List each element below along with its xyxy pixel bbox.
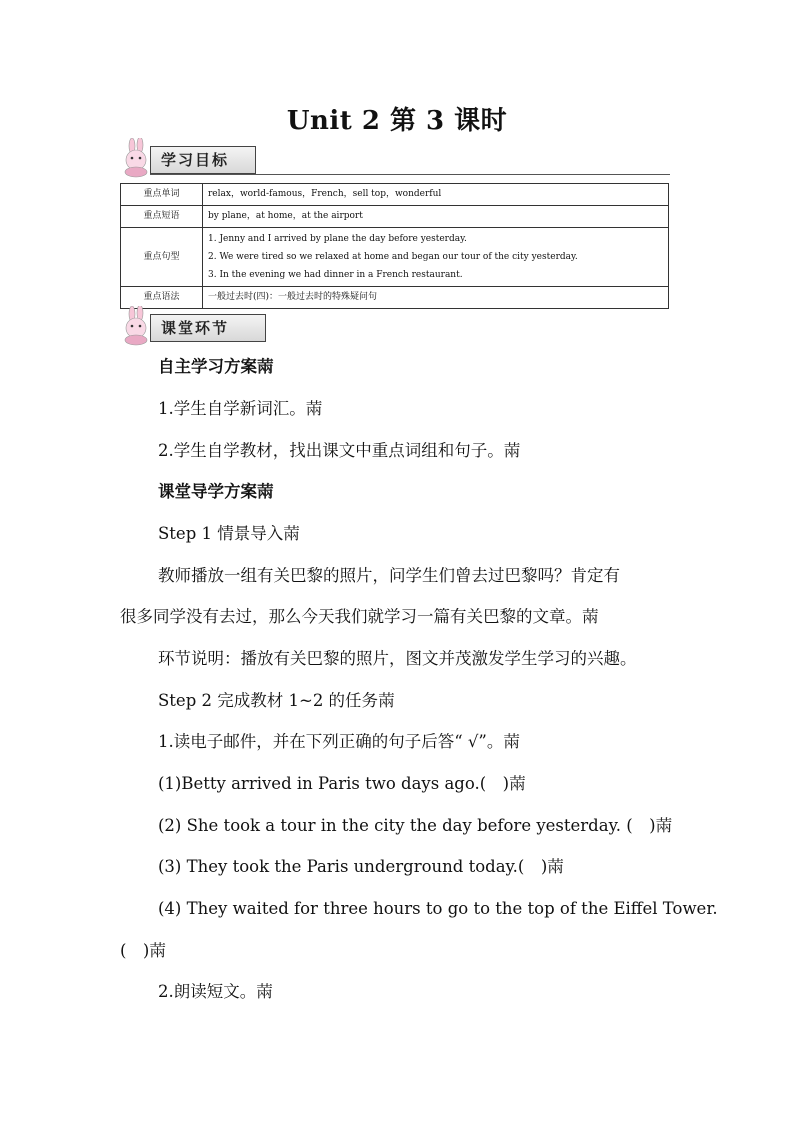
question-3 [120,857,718,877]
row-label: 重点单词 [121,184,203,206]
sentence: 2. We were tired so we relaxed at home and began our tour of the city yesterday. [208,252,578,262]
line-text: 1.学生自学新词汇。 [158,399,306,418]
page-title: Unit 2 第 3 课时 [286,106,508,136]
paragraph-mark: 䓣 [503,732,520,751]
step1-note [120,649,718,669]
self-study-item-1 [120,399,718,419]
row-content: 一般过去时(四)：一般过去时的特殊疑问句 [203,287,669,309]
row-content: relax，world-famous，French，sell top，wonderful [203,184,669,206]
goals-table [120,183,669,309]
paragraph-mark: 䓣 [257,357,274,376]
question-4-line-1 [120,899,718,919]
row-content: by plane，at home，at the airport [203,206,669,228]
line-text: ( ) [120,941,150,960]
line-text: 2.学生自学教材，找出课文中重点词组和句子。 [158,441,504,460]
step1-heading [120,524,718,544]
row-label: 重点句型 [121,228,203,287]
line-text: Step 1 情景导入 [158,524,284,543]
line-text: 2.朗读短文。 [158,982,257,1001]
step2-heading [120,691,718,711]
heading-text: 自主学习方案 [158,357,257,376]
paragraph-mark: 䓣 [547,857,564,876]
line-text: (2) She took a tour in the city the day before yesterday. ( ) [158,816,656,835]
class-guide-heading [120,482,718,502]
line-text: Step 2 完成教材 1~2 的任务 [158,691,379,710]
line-text: (3) They took the Paris underground today.( ) [158,857,548,876]
paragraph-mark: 䓣 [283,524,300,543]
table-row [121,228,669,287]
question-4-line-2 [120,941,680,961]
task2-instruction [120,982,718,1002]
question-2 [120,816,718,836]
paragraph-mark: 䓣 [503,441,521,460]
table-row [121,184,669,206]
line-text: 很多同学没有去过，那么今天我们就学习一篇有关巴黎的文章。 [120,607,582,626]
question-1 [120,774,718,794]
paragraph-mark: 䓣 [655,816,673,835]
line-text: 1.读电子邮件，并在下列正确的句子后答“ √”。 [158,732,504,751]
sentence: 1. Jenny and I arrived by plane the day before yesterday. [208,234,467,244]
paragraph-mark: 䓣 [305,399,323,418]
paragraph-mark: 䓣 [582,607,599,626]
line-text: (4) They waited for three hours to go to the top of the Eiffel Tower. [158,899,718,918]
row-label: 重点语法 [121,287,203,309]
section-banner-goals [120,146,280,174]
table-row [121,206,669,228]
paragraph-mark: 䓣 [256,982,273,1001]
heading-text: 课堂导学方案 [158,482,257,501]
section-banner-class [120,314,280,342]
step1-text-line-2 [120,607,680,627]
task1-instruction [120,732,718,752]
paragraph-mark: 䓣 [149,941,166,960]
paragraph-mark: 䓣 [509,774,526,793]
line-text: 环节说明：播放有关巴黎的照片，图文并茂激发学生学习的兴趣。 [158,649,637,668]
table-row [121,287,669,309]
sentence: 3. In the evening we had dinner in a French restaurant. [208,270,463,280]
banner-goals-label: 学习目标 [150,146,256,174]
self-study-heading [120,357,718,377]
line-text: (1)Betty arrived in Paris two days ago.( ) [158,774,510,793]
paragraph-mark: 䓣 [257,482,274,501]
self-study-item-2 [120,441,718,461]
paragraph-mark: 䓣 [378,691,395,710]
line-text: 教师播放一组有关巴黎的照片，问学生们曾去过巴黎吗？肯定有 [158,566,620,585]
banner-class-label: 课堂环节 [150,314,266,342]
banner-divider [150,174,670,175]
row-content [203,228,669,287]
row-label: 重点短语 [121,206,203,228]
step1-text-line-1 [120,566,718,586]
